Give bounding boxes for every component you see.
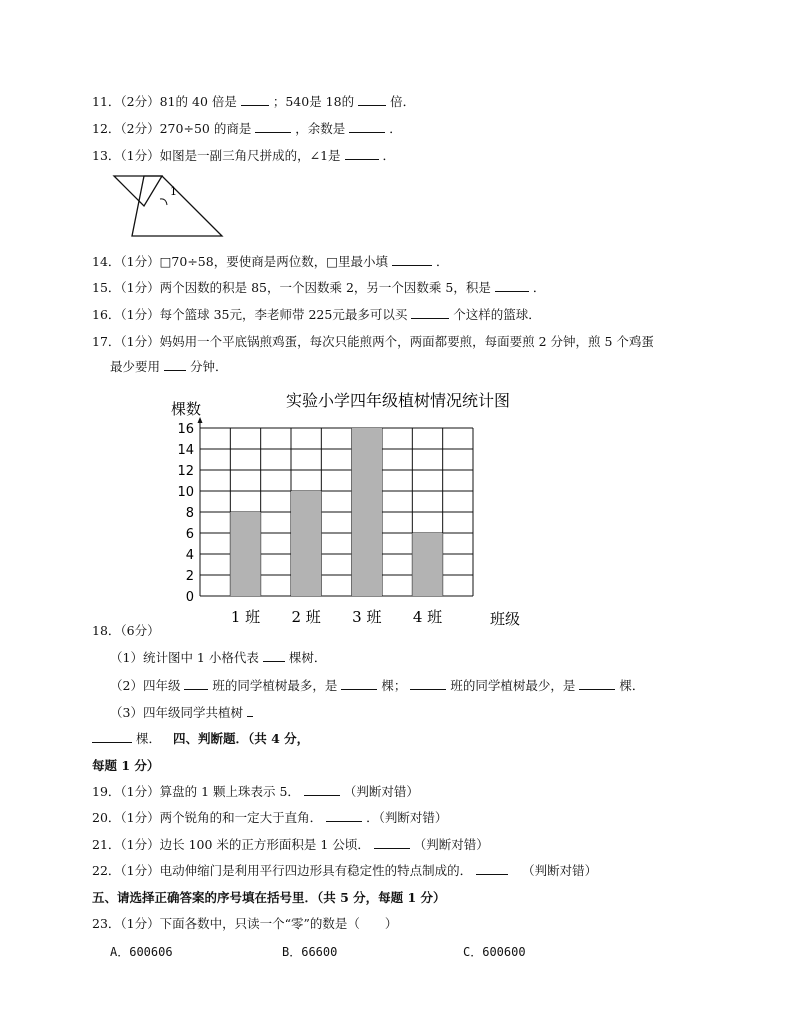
answer-blank[interactable] bbox=[358, 93, 386, 106]
question-17 bbox=[92, 333, 654, 351]
y-tick-label: 2 bbox=[185, 569, 194, 584]
q13-text-a: 13．（1分）如图是一副三角尺拼成的，∠1是 bbox=[92, 148, 341, 163]
answer-blank[interactable] bbox=[392, 253, 432, 266]
q12-text-a: 12．（2分）270÷50 的商是 bbox=[92, 121, 252, 136]
chart-title: 实验小学四年级植树情况统计图 bbox=[285, 391, 511, 410]
y-tick-label: 16 bbox=[177, 422, 194, 437]
q17-text-c: 分钟． bbox=[189, 359, 228, 374]
question-18-part-3-cont bbox=[92, 730, 309, 748]
q12-text-b: ，余数是 bbox=[295, 121, 346, 136]
q11-text-b: ；540是 18的 bbox=[272, 94, 355, 109]
question-19 bbox=[92, 783, 419, 801]
y-tick-label: 4 bbox=[185, 548, 194, 563]
q20-text-a: 20．（1分）两个锐角的和一定大于直角． bbox=[92, 810, 323, 825]
question-18-part-1 bbox=[110, 649, 326, 667]
question-20 bbox=[92, 809, 447, 827]
q16-text-b: 个这样的篮球． bbox=[453, 307, 541, 322]
q18-s3-a: （3）四年级同学共植树 bbox=[110, 705, 243, 720]
answer-blank[interactable] bbox=[92, 730, 132, 743]
q19-text-b: （判断对错） bbox=[343, 784, 419, 799]
answer-blank[interactable] bbox=[495, 279, 529, 292]
question-17-cont bbox=[110, 358, 228, 376]
option-a[interactable]: A．600606 bbox=[110, 945, 173, 959]
section-4-heading-cont bbox=[92, 757, 159, 775]
q18-header: 18．（6分） bbox=[92, 623, 160, 638]
y-axis-label: 棵数 bbox=[171, 400, 202, 418]
q18-s2-b: 班的同学植树最多，是 bbox=[212, 678, 338, 693]
section-5-text: 五、请选择正确答案的序号填在括号里．（共 5 分，每题 1 分） bbox=[92, 890, 446, 905]
q14-text-a: 14．（1分）□70÷58，要使商是两位数，□里最小填 bbox=[92, 254, 389, 269]
answer-blank[interactable] bbox=[410, 677, 446, 690]
answer-blank[interactable] bbox=[263, 649, 285, 662]
tree-planting-chart bbox=[168, 386, 548, 631]
y-tick-label: 10 bbox=[177, 485, 194, 500]
x-tick-label: 4 班 bbox=[412, 608, 443, 626]
q22-text-a: 22．（1分）电动伸缩门是利用平行四边形具有稳定性的特点制成的． bbox=[92, 863, 473, 878]
y-tick-label: 6 bbox=[185, 527, 194, 542]
y-tick-label: 12 bbox=[177, 464, 194, 479]
q12-text-c: ． bbox=[389, 121, 402, 136]
question-18-part-2 bbox=[110, 677, 644, 695]
q19-text-a: 19．（1分）算盘的 1 颗上珠表示 5． bbox=[92, 784, 300, 799]
option-c[interactable]: C．600600 bbox=[463, 945, 526, 959]
answer-blank[interactable] bbox=[241, 93, 269, 106]
question-23 bbox=[92, 915, 397, 933]
x-tick-label: 2 班 bbox=[291, 608, 321, 626]
q14-text-b: ． bbox=[435, 254, 449, 269]
q17-text-b: 最少要用 bbox=[110, 359, 161, 374]
triangle-rulers-svg bbox=[112, 172, 232, 242]
q21-text-b: （判断对错） bbox=[413, 837, 489, 852]
question-21 bbox=[92, 836, 489, 854]
q18-s3-b: 棵． bbox=[135, 731, 161, 746]
q11-text-a: 11．（2分）81的 40 倍是 bbox=[92, 94, 237, 109]
question-12 bbox=[92, 120, 402, 138]
option-b[interactable]: B．66600 bbox=[282, 945, 338, 959]
q13-text-b: ． bbox=[382, 148, 396, 163]
q16-text-a: 16．（1分）每个篮球 35元，李老师带 225元最多可以买 bbox=[92, 307, 408, 322]
answer-blank[interactable] bbox=[326, 809, 362, 822]
question-11 bbox=[92, 93, 415, 111]
q23-text: 23．（1分）下面各数中，只读一个“零”的数是（ ） bbox=[92, 916, 398, 931]
section-5-heading bbox=[92, 889, 446, 907]
section-4-points: 每题 1 分） bbox=[92, 758, 160, 773]
question-18 bbox=[92, 622, 160, 640]
q18-s2-d: 班的同学植树最少，是 bbox=[450, 678, 576, 693]
answer-blank[interactable] bbox=[579, 677, 615, 690]
q15-text-a: 15．（1分）两个因数的积是 85，一个因数乘 2，另一个因数乘 5，积是 bbox=[92, 280, 491, 295]
x-tick-label: 3 班 bbox=[352, 608, 382, 626]
q15-text-b: ． bbox=[532, 280, 546, 295]
x-axis-label: 班级 bbox=[489, 610, 521, 628]
answer-blank[interactable] bbox=[304, 783, 340, 796]
y-tick-labels bbox=[177, 422, 194, 605]
q21-text-a: 21．（1分）边长 100 米的正方形面积是 1 公顷． bbox=[92, 837, 370, 852]
q11-text-c: 倍． bbox=[390, 94, 416, 109]
triangle-ruler-large bbox=[132, 176, 222, 236]
question-22 bbox=[92, 862, 597, 880]
section-4-heading: 四、判断题．（共 4 分， bbox=[172, 731, 310, 746]
question-13 bbox=[92, 147, 395, 165]
q18-s2-e: 棵． bbox=[619, 678, 645, 693]
y-tick-label: 14 bbox=[177, 443, 194, 458]
bar-chart-svg bbox=[168, 386, 548, 631]
x-tick-label: 1 班 bbox=[230, 608, 261, 626]
y-tick-label: 0 bbox=[185, 590, 194, 605]
answer-blank[interactable] bbox=[349, 120, 385, 133]
answer-blank[interactable] bbox=[341, 677, 377, 690]
angle-arc bbox=[160, 199, 167, 205]
q20-text-b: ．（判断对错） bbox=[366, 810, 448, 825]
triangle-ruler-small bbox=[114, 176, 162, 206]
answer-blank[interactable] bbox=[374, 836, 410, 849]
y-tick-label: 8 bbox=[185, 506, 194, 521]
answer-blank[interactable] bbox=[247, 704, 253, 717]
bar bbox=[291, 491, 321, 596]
bar bbox=[352, 428, 382, 596]
question-15 bbox=[92, 279, 545, 297]
q18-s1-b: 棵树． bbox=[288, 650, 327, 665]
q17-text-a: 17．（1分）妈妈用一个平底锅煎鸡蛋，每次只能煎两个，两面都要煎，每面要煎 2 分钟，煎 5 个鸡蛋 bbox=[92, 334, 654, 349]
q18-s2-a: （2）四年级 bbox=[110, 678, 181, 693]
answer-blank[interactable] bbox=[345, 147, 379, 160]
question-18-part-3 bbox=[110, 704, 253, 722]
angle-1-label: 1 bbox=[170, 185, 177, 198]
question-14 bbox=[92, 253, 449, 271]
answer-blank[interactable] bbox=[164, 358, 186, 371]
question-16 bbox=[92, 306, 541, 324]
answer-blank[interactable] bbox=[411, 306, 449, 319]
q18-s2-c: 棵； bbox=[381, 678, 407, 693]
q18-s1-a: （1）统计图中 1 小格代表 bbox=[110, 650, 259, 665]
q22-text-b: （判断对错） bbox=[522, 863, 598, 878]
x-tick-labels bbox=[231, 608, 442, 626]
bar bbox=[230, 512, 260, 596]
triangle-figure bbox=[112, 172, 232, 242]
answer-blank[interactable] bbox=[255, 120, 291, 133]
answer-blank[interactable] bbox=[476, 862, 508, 875]
answer-blank[interactable] bbox=[184, 677, 208, 690]
bar bbox=[412, 533, 442, 596]
